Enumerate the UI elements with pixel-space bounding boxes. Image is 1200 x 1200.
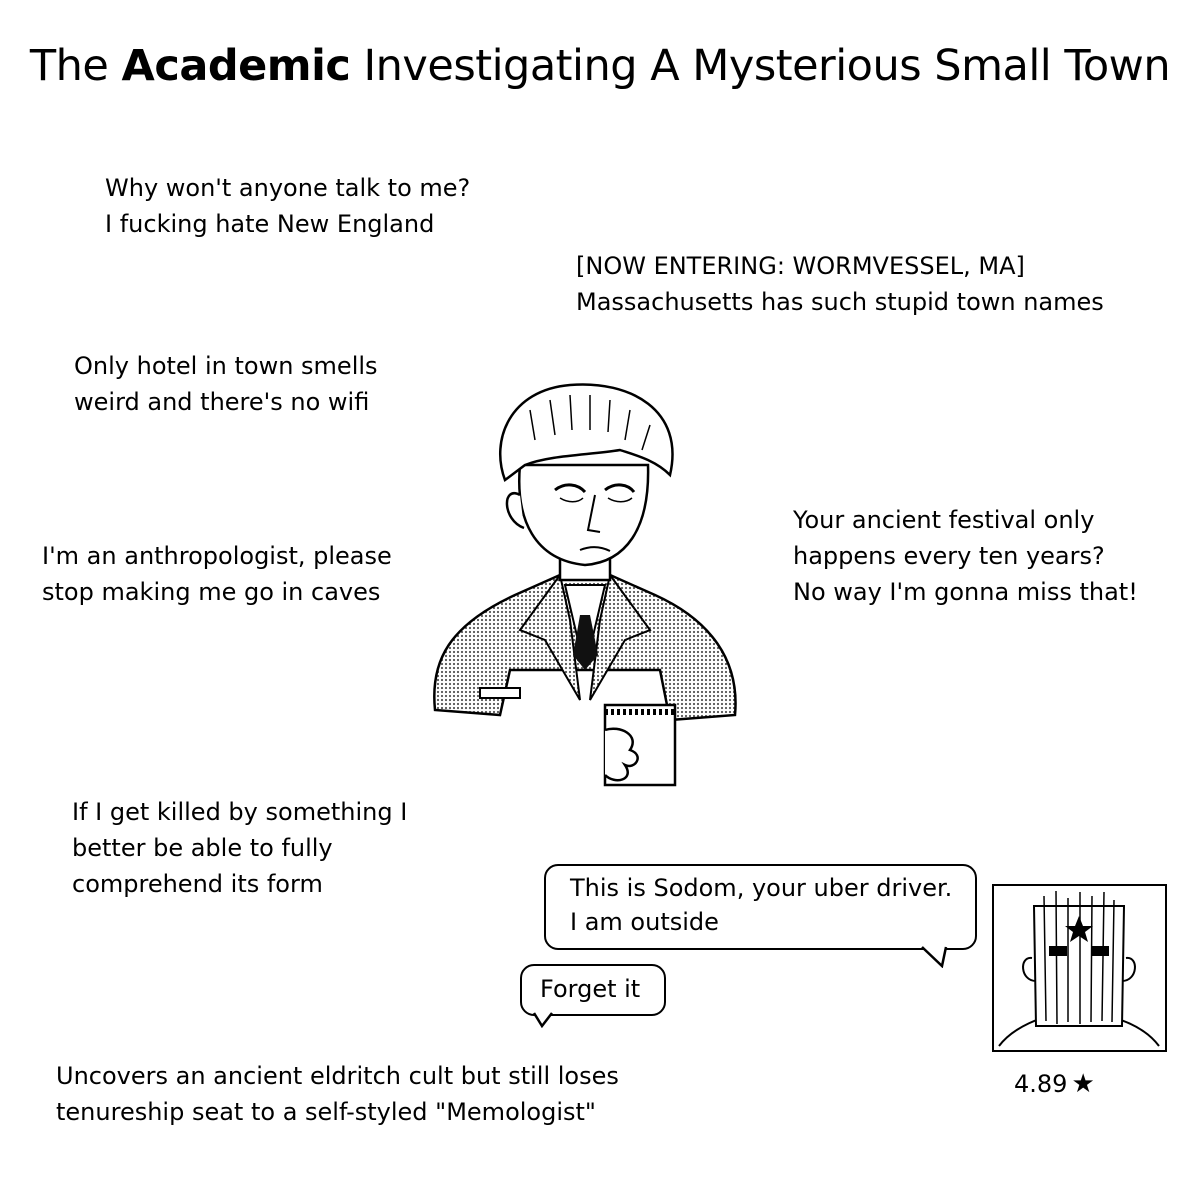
caption-line: Massachusetts has such stupid town names <box>576 288 1104 316</box>
driver-message-line: I am outside <box>570 908 719 936</box>
caption-line: Uncovers an ancient eldritch cult but still loses <box>56 1062 619 1090</box>
caption-line: Your ancient festival only <box>793 506 1095 534</box>
caption-line: If I get killed by something I <box>72 798 408 826</box>
caption-line: comprehend its form <box>72 870 323 898</box>
page-title <box>0 38 1200 94</box>
caption-festival <box>793 502 1138 610</box>
caption-cult <box>56 1058 619 1130</box>
driver-rating <box>1014 1066 1095 1102</box>
caption-line: Only hotel in town smells <box>74 352 378 380</box>
caption-line: I fucking hate New England <box>105 210 435 238</box>
caption-hotel <box>74 348 378 420</box>
caption-anthropologist <box>42 538 392 610</box>
caption-line: stop making me go in caves <box>42 578 381 606</box>
caption-line: Why won't anyone talk to me? <box>105 174 471 202</box>
title-bold: Academic <box>121 41 351 91</box>
rating-value: 4.89 <box>1014 1070 1068 1098</box>
title-prefix: The <box>29 41 122 91</box>
driver-avatar <box>992 884 1167 1052</box>
driver-portrait <box>994 886 1164 1049</box>
star-icon: ★ <box>1071 1069 1095 1099</box>
caption-line: tenureship seat to a self-styled "Memologist" <box>56 1098 596 1126</box>
driver-bubble-tail <box>920 946 950 968</box>
caption-talk <box>105 170 470 242</box>
reply-bubble <box>520 964 666 1016</box>
caption-line: No way I'm gonna miss that! <box>793 578 1138 606</box>
caption-line: weird and there's no wifi <box>74 388 370 416</box>
caption-line: [NOW ENTERING: WORMVESSEL, MA] <box>576 252 1025 280</box>
caption-line: better be able to fully <box>72 834 333 862</box>
caption-line: happens every ten years? <box>793 542 1105 570</box>
title-suffix: Investigating A Mysterious Small Town <box>350 41 1171 91</box>
caption-entering <box>576 248 1104 320</box>
academic-illustration <box>420 370 750 800</box>
driver-message-bubble <box>544 864 977 950</box>
reply-text: Forget it <box>540 975 641 1003</box>
caption-line: I'm an anthropologist, please <box>42 542 392 570</box>
driver-message-line: This is Sodom, your uber driver. <box>570 874 953 902</box>
reply-bubble-tail <box>532 1012 558 1028</box>
caption-killed <box>72 794 407 902</box>
